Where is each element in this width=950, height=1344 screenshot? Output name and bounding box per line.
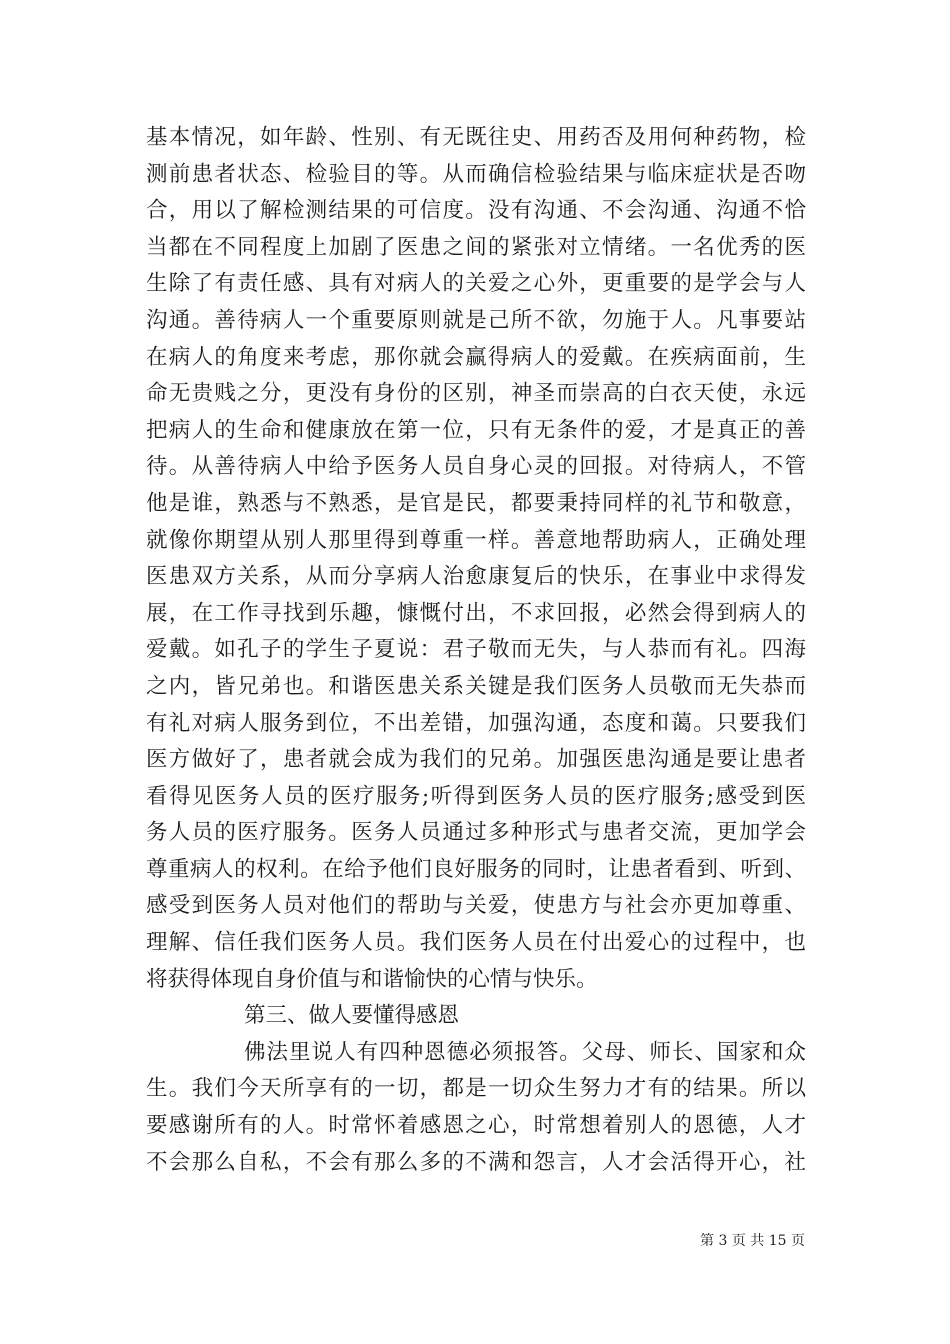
paragraph-line: 他是谁，熟悉与不熟悉，是官是民，都要秉持同样的礼节和敬意， [146, 490, 806, 516]
paragraph-line: 当都在不同程度上加剧了医患之间的紧张对立情绪。一名优秀的医 [146, 234, 806, 260]
paragraph-line: 在病人的角度来考虑，那你就会赢得病人的爱戴。在疾病面前，生 [146, 344, 806, 370]
paragraph-line: 要感谢所有的人。时常怀着感恩之心，时常想着别人的恩德，人才 [146, 1113, 806, 1139]
paragraph-line: 有礼对病人服务到位，不出差错，加强沟通，态度和蔼。只要我们 [146, 710, 806, 736]
page-number: 第 3 页 共 15 页 [700, 1233, 805, 1249]
paragraph-line: 基本情况，如年龄、性别、有无既往史、用药否及用何种药物，检 [146, 125, 806, 150]
paragraph-line: 看得见医务人员的医疗服务;听得到医务人员的医疗服务;感受到医 [146, 783, 806, 809]
paragraph-line: 爱戴。如孔子的学生子夏说：君子敬而无失，与人恭而有礼。四海 [146, 637, 806, 663]
section-heading: 第三、做人要懂得感恩 [244, 1003, 460, 1029]
paragraph-line: 之内，皆兄弟也。和谐医患关系关键是我们医务人员敬而无失恭而 [146, 673, 806, 699]
paragraph-line: 待。从善待病人中给予医务人员自身心灵的回报。对待病人，不管 [146, 454, 806, 480]
paragraph-line: 医方做好了，患者就会成为我们的兄弟。加强医患沟通是要让患者 [146, 747, 806, 773]
paragraph-line: 生除了有责任感、具有对病人的关爱之心外，更重要的是学会与人 [146, 271, 806, 297]
paragraph-line: 不会那么自私，不会有那么多的不满和怨言，人才会活得开心，社 [146, 1149, 806, 1175]
paragraph-line: 生。我们今天所享有的一切，都是一切众生努力才有的结果。所以 [146, 1076, 806, 1102]
paragraph-line: 佛法里说人有四种恩德必须报答。父母、师长、国家和众 [244, 1039, 806, 1065]
paragraph-line: 把病人的生命和健康放在第一位，只有无条件的爱，才是真正的善 [146, 417, 806, 443]
paragraph-line: 测前患者状态、检验目的等。从而确信检验结果与临床症状是否吻 [146, 161, 806, 187]
paragraph-line: 感受到医务人员对他们的帮助与关爱，使患方与社会亦更加尊重、 [146, 893, 806, 919]
body-text [146, 120, 806, 1181]
paragraph-line: 医患双方关系，从而分享病人治愈康复后的快乐，在事业中求得发 [146, 564, 806, 590]
paragraph-line: 务人员的医疗服务。医务人员通过多种形式与患者交流，更加学会 [146, 820, 806, 846]
paragraph-line: 将获得体现自身价值与和谐愉快的心情与快乐。 [146, 966, 598, 992]
paragraph-line: 沟通。善待病人一个重要原则就是己所不欲，勿施于人。凡事要站 [146, 307, 806, 333]
paragraph-line: 就像你期望从别人那里得到尊重一样。善意地帮助病人，正确处理 [146, 527, 806, 553]
paragraph-line: 合，用以了解检测结果的可信度。没有沟通、不会沟通、沟通不恰 [146, 198, 806, 224]
paragraph-line: 命无贵贱之分，更没有身份的区别，神圣而崇高的白衣天使，永远 [146, 381, 806, 407]
paragraph-line: 尊重病人的权利。在给予他们良好服务的同时，让患者看到、听到、 [146, 856, 806, 882]
paragraph-line: 展，在工作寻找到乐趣，慷慨付出，不求回报，必然会得到病人的 [146, 600, 806, 626]
paragraph-line: 理解、信任我们医务人员。我们医务人员在付出爱心的过程中，也 [146, 930, 806, 956]
